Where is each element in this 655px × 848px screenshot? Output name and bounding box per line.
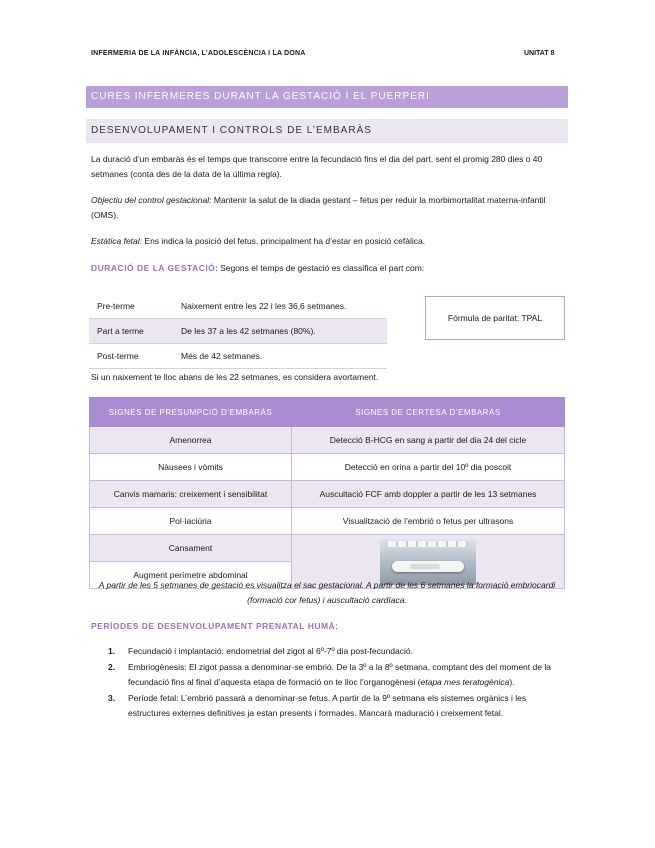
paragraph-objectiu — [91, 193, 561, 223]
item-number: 2. — [108, 662, 116, 672]
paragraph-duracio — [91, 261, 561, 276]
test-stick — [392, 561, 464, 572]
section-title: CURES INFERMERES DURANT LA GESTACIÓ I EL PUERPERI — [86, 86, 568, 108]
header-certainty: SIGNES DE CERTESA D’EMBARÀS — [292, 398, 565, 427]
header-presumption: SIGNES DE PRESUMPCIÓ D’EMBARÀS — [90, 398, 292, 427]
periods-list — [108, 644, 563, 722]
periods-title: PERÍODES DE DESENVOLUPAMENT PRENATAL HUMÀ — [91, 621, 336, 631]
presumption-sign: Augment perímetre abdominal — [90, 562, 292, 589]
item-text: : L’embrió passarà a denominar-se fetus. A partir de la 9º setmana els sistemes orgànics i les estructures externes definitives ja estan presents i formades. Mancarà maduració i creixement fetal. — [128, 693, 527, 718]
certainty-sign: Detecció en orina a partir del 10º dia poscoit — [292, 454, 565, 481]
paragraph-durada: La duració d’un embaràs és el temps que transcorre entre la fecundació fins el dia del part, sent el promig 280 dies o 40 setmanes (conta des de la data de la última regla). — [91, 154, 543, 179]
table-row — [90, 535, 565, 562]
test-window — [410, 564, 440, 569]
list-item — [108, 691, 563, 721]
periods-heading — [91, 619, 561, 634]
duration-term: Part a terme — [89, 319, 173, 344]
subsection-title: DESENVOLUPAMENT I CONTROLS DE L’EMBARÀS — [86, 119, 568, 143]
table-row — [90, 481, 565, 508]
running-header-unit: UNITAT 8 — [524, 50, 555, 57]
list-item — [108, 660, 563, 690]
item-lead: Període fetal — [128, 693, 177, 703]
duracio-label: DURACIÓ DE LA GESTACIÓ — [91, 263, 216, 273]
duration-term: Pre-terme — [89, 294, 173, 319]
table-row — [89, 294, 387, 319]
objectiu-text: Mantenir la salut de la diada gestant – fetus per reduir la morbimortalitat materna-infantil (OMS). — [91, 195, 546, 220]
caption: A partir de les 5 setmanes de gestació es visualitza el sac gestacional. A partir de les 6 setmanes la formació embriocardi (formació cor fetus) i auscultació cardíaca. — [98, 580, 556, 605]
table-row — [90, 454, 565, 481]
table-row — [89, 344, 387, 369]
item-text: : endometrial del zigot al 6º-7º dia post-fecundació. — [221, 646, 413, 656]
item-text-after: ). — [509, 677, 515, 687]
presumption-sign: Cansament — [90, 535, 292, 562]
presumption-sign: Pol·laciúria — [90, 508, 292, 535]
duration-term: Post-terme — [89, 344, 173, 369]
paragraph-avortament: Si un naixement te lloc abans de les 22 setmanes, es considera avortament. — [91, 372, 379, 382]
estatica-label: Estàtica fetal: — [91, 236, 143, 246]
item-lead: Embriogènesis — [128, 662, 185, 672]
test-strip-top — [388, 541, 468, 547]
certainty-sign: Auscultació FCF amb doppler a partir de les 13 setmanes — [292, 481, 565, 508]
estatica-text: Ens indica la posició del fetus, principalment ha d’estar en posició cefàlica. — [144, 236, 426, 246]
certainty-sign: Detecció B-HCG en sang a partir del dia 24 del cicle — [292, 427, 565, 454]
item-text-italic: etapa mes teratogènica — [420, 677, 510, 687]
running-header-title: INFERMERIA DE LA INFÀNCIA, L’ADOLESCÈNCIA I LA DONA — [91, 50, 306, 57]
item-lead: Fecundació i implantació — [128, 646, 222, 656]
table-row — [90, 508, 565, 535]
table-row — [90, 427, 565, 454]
objectiu-label: Objectiu del control gestacional: — [91, 195, 212, 205]
duration-table — [89, 294, 387, 369]
item-number: 1. — [108, 646, 116, 656]
duration-desc: De les 37 a les 42 setmanes (80%). — [173, 319, 387, 344]
presumption-sign: Amenorrea — [90, 427, 292, 454]
table-row — [89, 319, 387, 344]
signs-table — [89, 397, 565, 589]
duration-desc: Més de 42 setmanes. — [173, 344, 387, 369]
presumption-sign: Nàusees i vòmits — [90, 454, 292, 481]
item-number: 3. — [108, 693, 116, 703]
periods-title-colon: : — [335, 621, 338, 631]
certainty-sign: Visualització de l’embrió o fetus per ultrasons — [292, 508, 565, 535]
paragraph-estatica — [91, 234, 561, 249]
table-header-row — [90, 398, 565, 427]
tpal-box: Fórmula de paritat: TPAL — [425, 296, 565, 340]
presumption-sign: Canvis mamaris: creixement i sensibilitat — [90, 481, 292, 508]
duracio-text: : Segons el temps de gestació es classifica el part com: — [215, 263, 425, 273]
item-text: : El zigot passa a denominar-se embrió. De la 3º a la 8º setmana, comptant des del moment de la fecundació fins al final d’aquesta etapa de formació on te lloc l’organogènesi ( — [128, 662, 551, 687]
duration-desc: Naixement entre les 22 i les 36,6 setmanes. — [173, 294, 387, 319]
list-item — [108, 644, 563, 659]
